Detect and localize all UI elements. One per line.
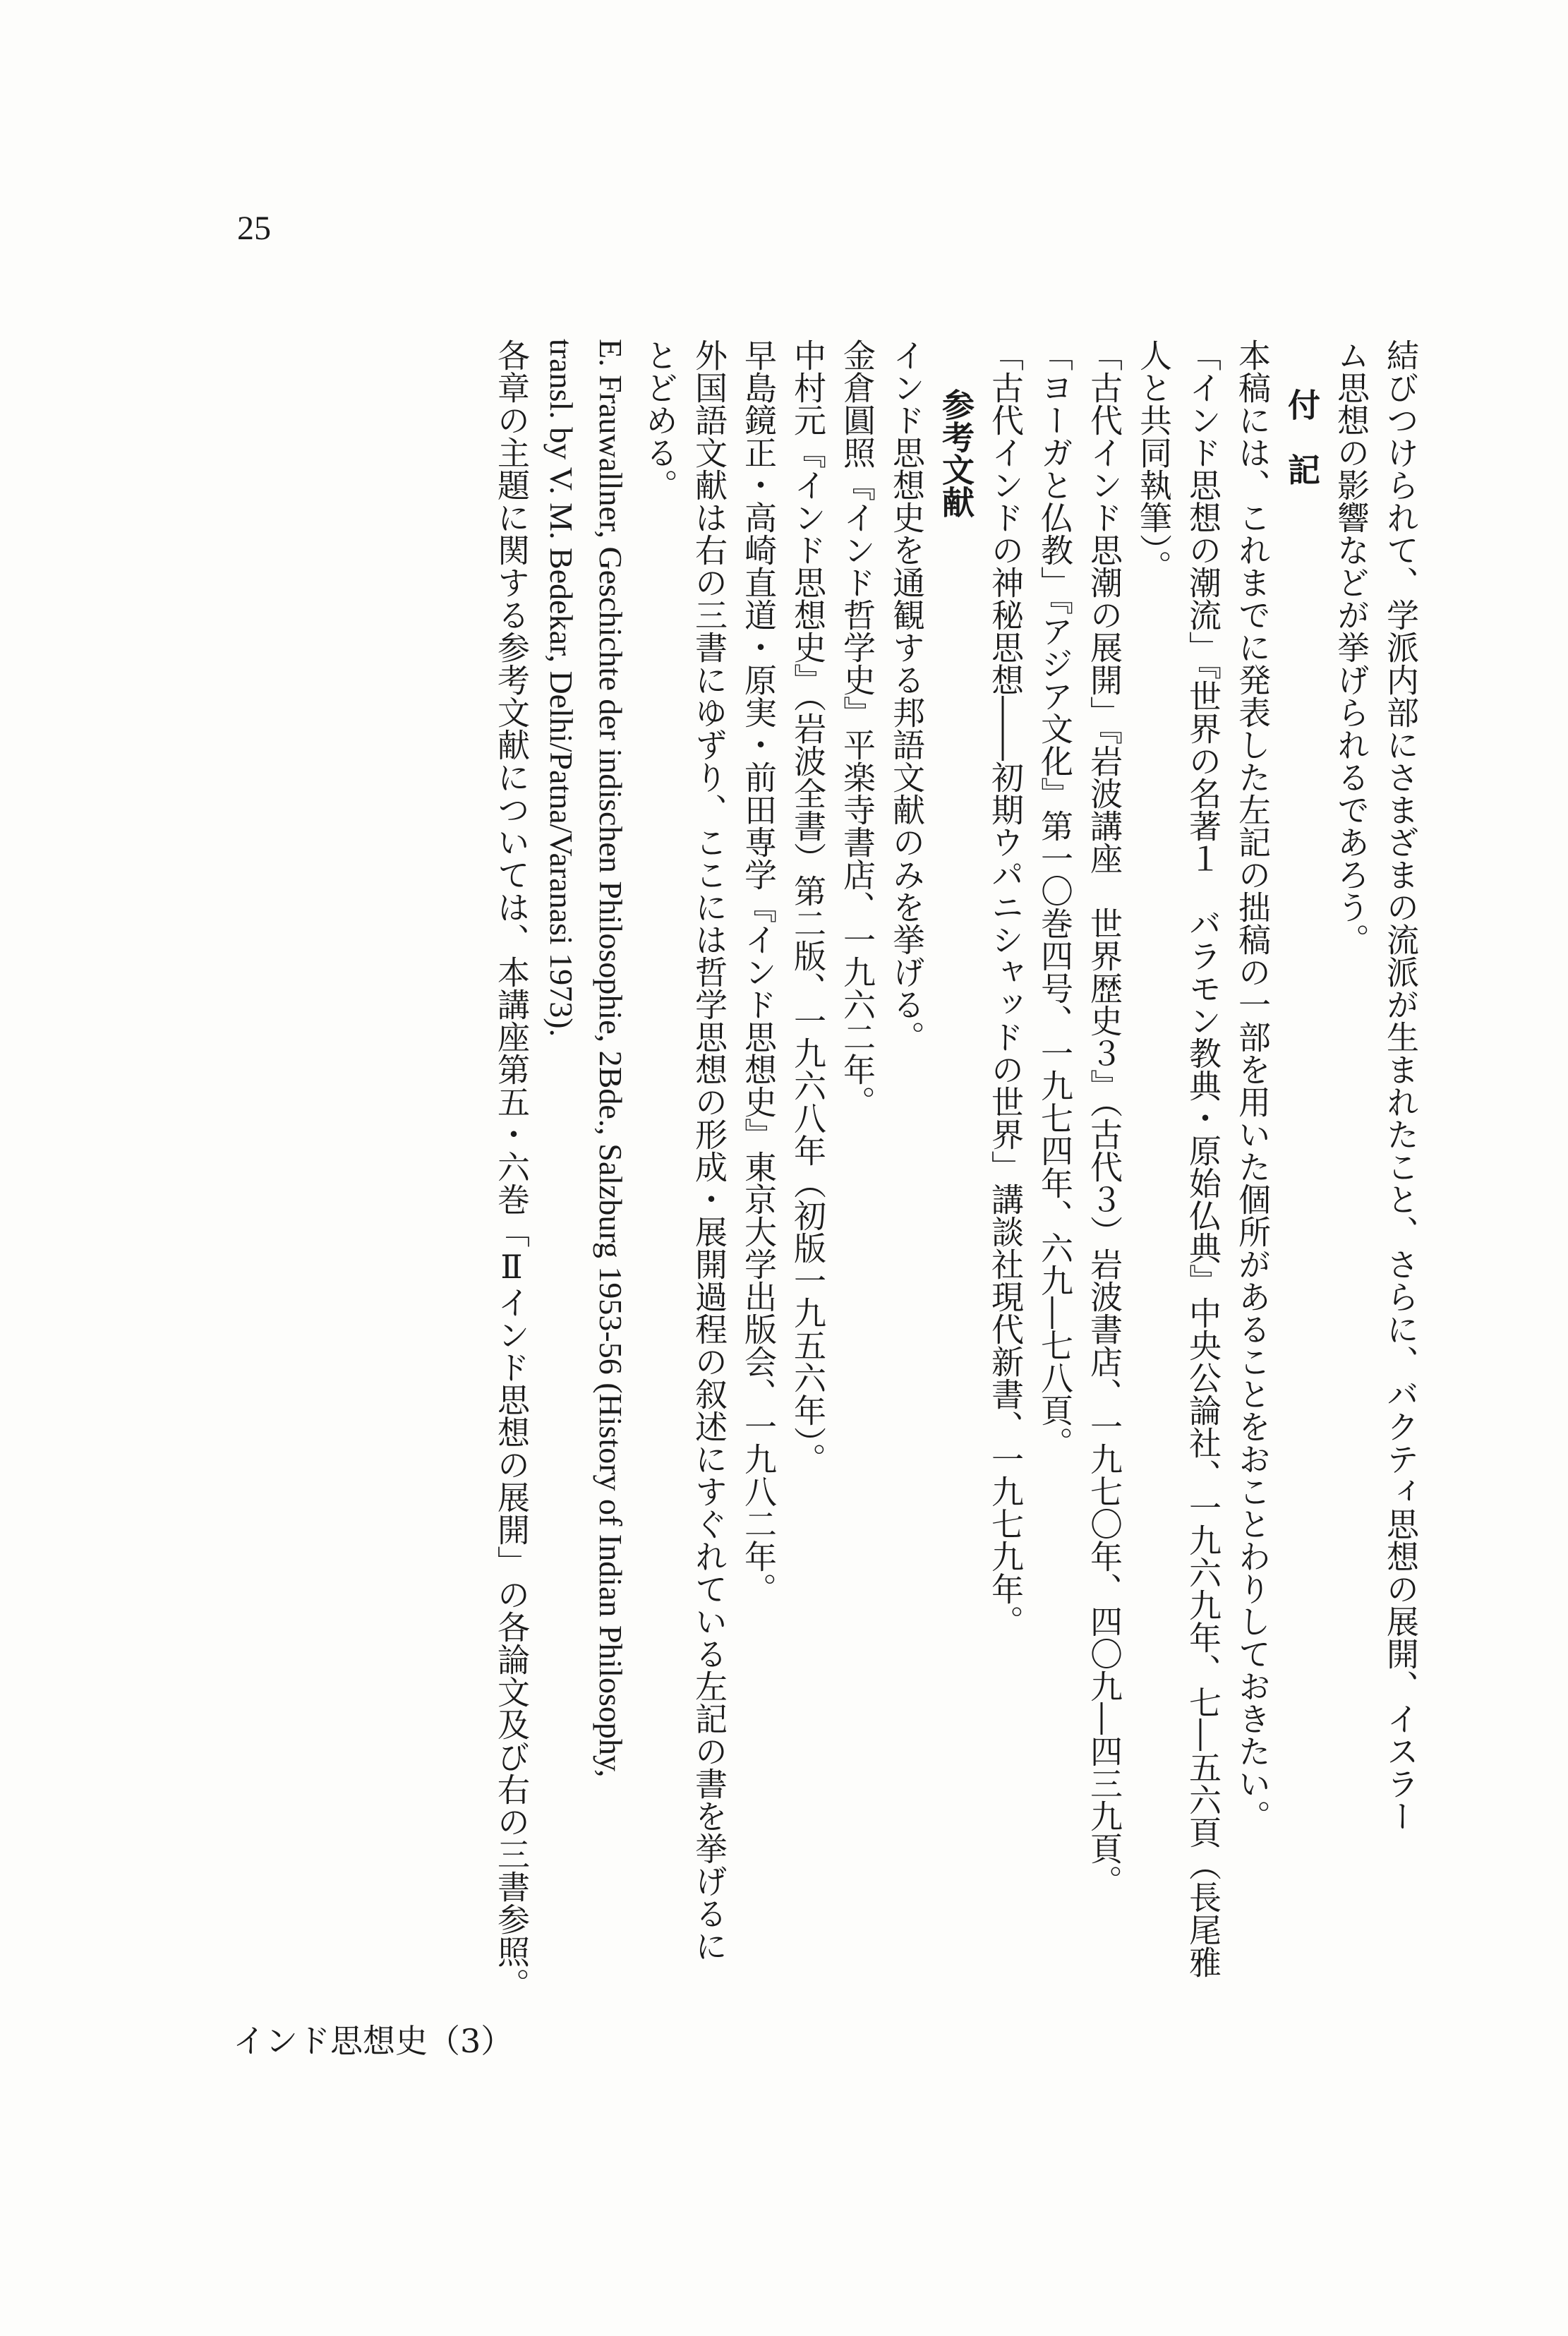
intro-line-2: ム思想の影響などが挙げられるであろう。 (1332, 339, 1370, 956)
reference-entry-nakamura: 中村元『インド思想史』（岩波全書）第二版、一九六八年（初版一九五六年）。 (789, 339, 827, 1475)
reference-entry-frauwallner-cont: transl. by V. M. Bedekar, Delhi/Patna/Varanasi 1973). (543, 339, 579, 1037)
references-heading: 参考文献 (937, 388, 975, 518)
page-number: 25 (237, 210, 271, 247)
appendix-entry-2: 「古代インド思潮の展開」『岩波講座 世界歴史３』（古代３）岩波書店、一九七〇年、四〇九―四三九頁。 (1085, 339, 1123, 1897)
appendix-heading: 付記 (1283, 388, 1321, 518)
intro-line-1: 結びつけられて、学派内部にさまざまの流派が生まれたこと、さらに、バクティ思想の展開、イスラー (1382, 339, 1420, 1832)
references-intro: インド思想史を通観する邦語文献のみを挙げる。 (888, 339, 926, 1053)
reference-entry-hayashima: 早島鏡正・高崎直道・原実・前田専学『インド思想史』東京大学出版会、一九八二年。 (740, 339, 778, 1605)
running-footer-title: インド思想史（3） (233, 2022, 514, 2060)
appendix-entry-3: 「ヨーガと仏教」『アジア文化』第一〇巻四号、一九七四年、六九―七八頁。 (1036, 339, 1074, 1459)
appendix-entry-1-cont: 人と共同執筆）。 (1135, 339, 1173, 582)
reference-entry-frauwallner: E. Frauwallner, Geschichte der indischen Philosophie, 2Bde., Salzburg 1953-56 (History of Indian Philosophy, (593, 339, 629, 1778)
reference-entry-kanakura: 金倉圓照『インド哲学史』平楽寺書店、一九六二年。 (838, 339, 876, 1118)
references-foreign-note: 外国語文献は右の三書にゆずり、ここには哲学思想の形成・展開過程の叙述にすぐれている左記の書を挙げるに (690, 339, 728, 1962)
appendix-entry-4: 「古代インドの神秘思想――初期ウパニシャッドの世界」講談社現代新書、一九七九年。 (987, 339, 1025, 1637)
document-body (310, 339, 1425, 2075)
references-chapter-note: 各章の主題に関する参考文献については、本講座第五・六巻「Ⅱインド思想の展開」の各論文及び右の三書参照。 (493, 339, 531, 2000)
appendix-text: 本稿には、これまでに発表した左記の拙稿の一部を用いた個所があることをおことわりしておきたい。 (1234, 339, 1272, 1832)
references-foreign-note-cont: とどめる。 (641, 339, 679, 501)
appendix-entry-1: 「インド思想の潮流」『世界の名著１ バラモン教典・原始仏典』中央公論社、一九六九年、七―五六頁（長尾雅 (1184, 339, 1222, 1978)
